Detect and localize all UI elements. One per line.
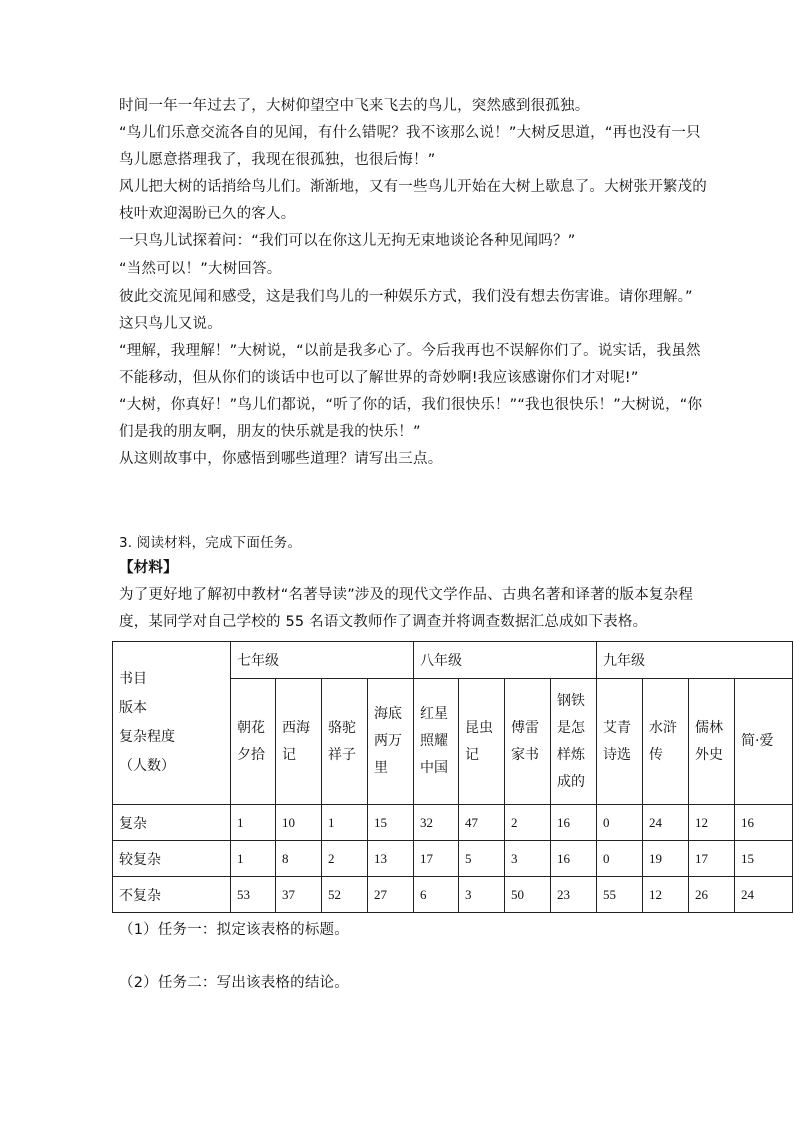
table-cell: 12 <box>689 805 735 841</box>
book-title-part: 祥子 <box>328 746 356 763</box>
book-title-header <box>231 679 276 805</box>
passage-line: 彼此交流见闻和感受，这是我们鸟儿的一种娱乐方式，我们没有想去伤害谁。请你理解。” <box>119 289 693 305</box>
passage-line: “当然可以！”大树回答。 <box>119 261 282 277</box>
passage-line: 时间一年一年过去了，大树仰望空中飞来飞去的鸟儿，突然感到很孤独。 <box>119 98 590 114</box>
table-cell: 13 <box>368 841 414 877</box>
table-row <box>113 877 793 913</box>
book-title-header <box>735 679 793 805</box>
corner-label-count: （人数） <box>119 758 175 774</box>
table-corner-header <box>113 642 231 805</box>
complexity-label: 较复杂 <box>113 841 231 877</box>
question-prompt: 从这则故事中，你感悟到哪些道理？请写出三点。 <box>119 451 443 467</box>
book-title-header <box>368 679 414 805</box>
corner-label-edition: 版本 <box>119 700 147 716</box>
book-title-header <box>551 679 597 805</box>
table-cell: 1 <box>322 805 368 841</box>
task-one: （1）任务一：拟定该表格的标题。 <box>119 922 349 938</box>
table-cell: 47 <box>459 805 505 841</box>
book-title-header <box>505 679 551 805</box>
grade-header: 七年级 <box>231 642 414 679</box>
table-cell: 52 <box>322 877 368 913</box>
book-title-part: 记 <box>282 746 296 763</box>
passage-line: 枝叶欢迎渴盼已久的客人。 <box>119 206 296 222</box>
book-title-part: 中国 <box>420 760 448 776</box>
book-title-part: 红星 <box>420 706 448 722</box>
table-cell: 17 <box>414 841 459 877</box>
survey-table <box>112 641 793 913</box>
table-row <box>113 841 793 877</box>
corner-label-complexity: 复杂程度 <box>119 729 175 745</box>
complexity-label: 不复杂 <box>113 877 231 913</box>
book-title-part: 里 <box>374 760 388 776</box>
passage-line: 一只鸟儿试探着问：“我们可以在你这儿无拘无束地谈论各种见闻吗？” <box>119 233 576 249</box>
book-title-part: 家书 <box>511 746 539 763</box>
book-title-part: 儒林 <box>695 719 723 736</box>
book-title-header <box>459 679 505 805</box>
passage-line: 不能移动，但从你们的谈话中也可以了解世界的奇妙啊!我应该感谢你们才对呢!” <box>119 370 639 386</box>
table-cell: 26 <box>689 877 735 913</box>
task-two: （2）任务二：写出该表格的结论。 <box>119 975 349 991</box>
table-cell: 10 <box>276 805 322 841</box>
book-title-part: 外史 <box>695 746 723 763</box>
book-title-part: 朝花 <box>237 719 265 736</box>
book-title-part: 记 <box>465 746 479 763</box>
book-title-part: 骆驼 <box>328 719 356 736</box>
book-title-part: 照耀 <box>420 733 448 749</box>
book-title-header <box>414 679 459 805</box>
table-cell: 3 <box>459 877 505 913</box>
passage-line: 们是我的朋友啊，朋友的快乐就是我的快乐！” <box>119 424 421 440</box>
book-title-part: 艾青 <box>603 719 631 736</box>
book-title-part: 两万 <box>374 733 402 749</box>
passage-line: “大树，你真好！”鸟儿们都说，“听了你的话，我们很快乐！”“我也很快乐！”大树说，“你 <box>119 397 703 413</box>
table-cell: 24 <box>735 877 793 913</box>
table-cell: 0 <box>597 805 643 841</box>
book-title-part: 水浒 <box>649 719 677 736</box>
table-cell: 1 <box>231 805 276 841</box>
question-heading: 3. 阅读材料，完成下面任务。 <box>119 535 302 551</box>
passage-line: 鸟儿愿意搭理我了，我现在很孤独，也很后悔！” <box>119 152 436 168</box>
table-cell: 50 <box>505 877 551 913</box>
table-cell: 8 <box>276 841 322 877</box>
corner-label-book: 书目 <box>119 671 147 687</box>
table-cell: 12 <box>643 877 689 913</box>
table-cell: 32 <box>414 805 459 841</box>
table-cell: 15 <box>368 805 414 841</box>
book-title-part: 西海 <box>282 719 310 736</box>
book-title-header <box>597 679 643 805</box>
book-title-header <box>276 679 322 805</box>
table-cell: 19 <box>643 841 689 877</box>
table-cell: 16 <box>551 841 597 877</box>
passage-line: 这只鸟儿又说。 <box>119 316 222 332</box>
table-cell: 55 <box>597 877 643 913</box>
table-cell: 1 <box>231 841 276 877</box>
book-title-part: 昆虫 <box>465 719 493 736</box>
material-label: 【材料】 <box>119 560 178 576</box>
passage-line: 风儿把大树的话捎给鸟儿们。渐渐地，又有一些鸟儿开始在大树上歇息了。大树张开繁茂的 <box>119 179 707 195</box>
grade-header: 九年级 <box>597 642 793 679</box>
table-cell: 16 <box>551 805 597 841</box>
table-cell: 2 <box>322 841 368 877</box>
table-cell: 27 <box>368 877 414 913</box>
table-cell: 37 <box>276 877 322 913</box>
material-text: 为了更好地了解初中教材“名著导读”涉及的现代文学作品、古典名著和译著的版本复杂程 <box>119 587 694 603</box>
table-cell: 15 <box>735 841 793 877</box>
book-title-part: 成的 <box>557 773 585 790</box>
material-text: 度，某同学对自己学校的 55 名语文教师作了调查并将调查数据汇总成如下表格。 <box>119 614 648 630</box>
table-cell: 16 <box>735 805 793 841</box>
book-title-part: 传 <box>649 746 663 763</box>
book-title-header <box>689 679 735 805</box>
book-title-part: 诗选 <box>603 746 631 763</box>
table-cell: 24 <box>643 805 689 841</box>
book-title-part: 是怎 <box>557 719 585 736</box>
table-cell: 17 <box>689 841 735 877</box>
passage-line: “鸟儿们乐意交流各自的见闻，有什么错呢？我不该那么说！”大树反思道，“再也没有一只 <box>119 125 701 141</box>
table-cell: 5 <box>459 841 505 877</box>
table-cell: 23 <box>551 877 597 913</box>
book-title-part: 简·爱 <box>741 733 774 749</box>
book-title-header <box>643 679 689 805</box>
table-cell: 53 <box>231 877 276 913</box>
book-title-part: 傅雷 <box>511 719 539 736</box>
book-title-part: 钢铁 <box>557 692 585 709</box>
book-title-part: 海底 <box>374 706 402 722</box>
table-row <box>113 805 793 841</box>
table-cell: 0 <box>597 841 643 877</box>
passage-line: “理解，我理解！”大树说，“以前是我多心了。今后我再也不误解你们了。说实话，我虽然 <box>119 343 701 359</box>
grade-header: 八年级 <box>414 642 597 679</box>
table-cell: 3 <box>505 841 551 877</box>
book-title-part: 夕拾 <box>237 746 265 763</box>
complexity-label: 复杂 <box>113 805 231 841</box>
table-cell: 6 <box>414 877 459 913</box>
table-cell: 2 <box>505 805 551 841</box>
book-title-part: 样炼 <box>557 746 585 763</box>
book-title-header <box>322 679 368 805</box>
